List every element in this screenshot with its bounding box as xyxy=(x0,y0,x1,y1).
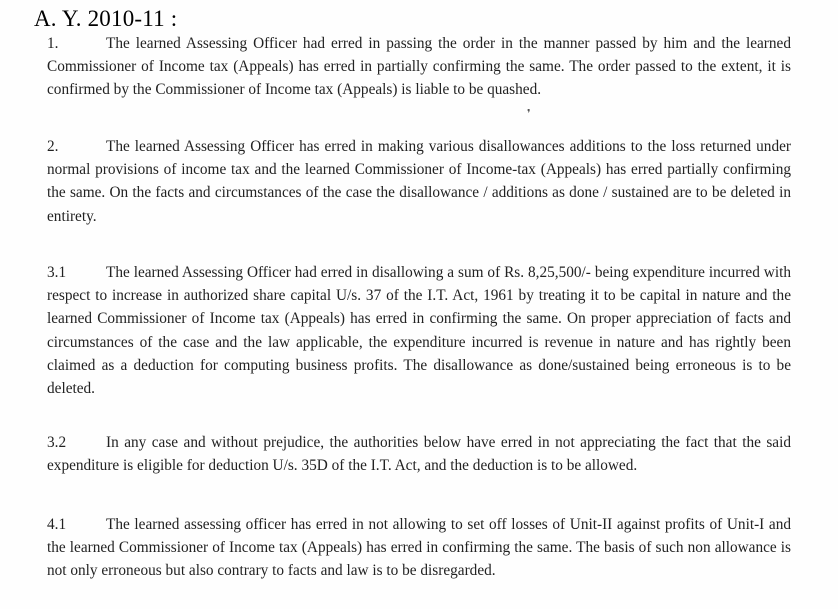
ground-paragraph-3-2 xyxy=(47,431,791,477)
ground-paragraph-2 xyxy=(47,135,791,228)
assessment-year-heading: A. Y. 2010-11 : xyxy=(34,6,178,31)
ground-number: 2. xyxy=(47,138,59,155)
ground-number: 4.1 xyxy=(47,516,67,533)
ground-text: In any case and without prejudice, the authorities below have erred in not appreciating the fact that the said expenditure is eligible for deduction U/s. 35D of the I.T. Act, and the deduction is to be allowed. xyxy=(47,434,791,475)
ground-text: The learned Assessing Officer had erred in passing the order in the manner passed by him and the learned Commissioner of Income tax (Appeals) has erred in partially confirming the same. The order passed to the extent, it is confirmed by the Commissioner of Income tax (Appeals) is liable to be quashed. xyxy=(47,35,791,99)
ground-text: The learned assessing officer has erred in not allowing to set off losses of Unit-II against profits of Unit-I and the learned Commissioner of Income tax (Appeals) has erred in confirming the same. The basis of such non allowance is not only erroneous but also contrary to facts and law is to be disregarded. xyxy=(47,516,791,580)
ground-text: The learned Assessing Officer had erred in disallowing a sum of Rs. 8,25,500/- being expenditure incurred with respect to increase in authorized share capital U/s. 37 of the I.T. Act, 1961 by treating it to be capital in nature and the learned Commissioner of Income tax (Appeals) has erred in confirming the same. On proper appreciation of facts and circumstances of the case and the law applicable, the expenditure incurred is revenue in nature and has rightly been claimed as a deduction for computing business profits. The disallowance as done/sustained being erroneous is to be deleted. xyxy=(47,264,791,398)
ground-text: The learned Assessing Officer has erred in making various disallowances additions to the loss returned under normal provisions of income tax and the learned Commissioner of Income-tax (Appeals) has erred partially confirming the same. On the facts and circumstances of the case the disallowance / additions as done / sustained are to be deleted in entirety. xyxy=(47,138,791,225)
ground-number: 3.2 xyxy=(47,434,67,451)
ground-number: 1. xyxy=(47,35,59,52)
ground-number: 3.1 xyxy=(47,264,67,281)
ground-paragraph-4-1 xyxy=(47,513,791,583)
ground-paragraph-3-1 xyxy=(47,261,791,400)
ground-paragraph-1 xyxy=(47,32,791,102)
pen-mark-icon: ❜ xyxy=(527,108,531,120)
